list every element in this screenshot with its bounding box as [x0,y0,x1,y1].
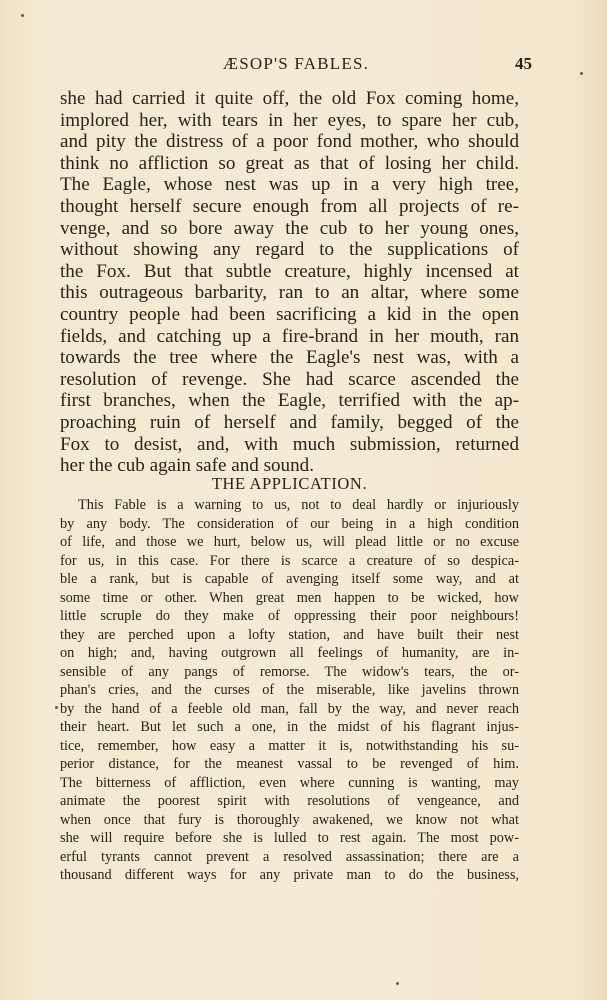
text-line: erful tyrants cannot prevent a resolved assassination; there are a [60,848,519,865]
text-line: phan's cries, and the curses of the miserable, like javelins thrown [60,682,519,698]
text-line: think no affliction so great as that of losing her child. [60,152,519,174]
text-line: perior distance, for the meanest vassal to be revenged of him. [60,756,519,772]
text-line: she had carried it quite off, the old Fox coming home, [60,88,519,109]
ink-speck [580,72,583,75]
text-line: animate the poorest spirit with resolutions of vengeance, and [60,793,519,809]
text-line: she will require before she is lulled to rest again. The most pow- [60,830,519,846]
text-line: and pity the distress of a poor fond mother, who should [60,131,519,153]
text-line: towards the tree where the Eagle's nest was, with a [60,347,519,369]
text-line: The Eagle, whose nest was up in a very high tree, [60,174,519,196]
text-line: implored her, with tears in her eyes, to spare her cub, [60,109,519,131]
text-line: The bitterness of affliction, even where cunning is wanting, may [60,774,519,791]
text-line: by the hand of a feeble old man, fall by the way, and never reach [60,700,519,717]
text-line: this outrageous barbarity, ran to an altar, where some [60,282,519,304]
text-line: This Fable is a warning to us, not to deal hardly or injuriously [78,497,519,513]
text-line: country people had been sacrificing a kid in the open [60,303,519,325]
text-line: they are perched upon a lofty station, and have built their nest [60,626,519,643]
text-line: ble a rank, but is capable of avenging itself some way, and at [60,571,519,587]
text-line: Fox to desist, and, with much submission, returned [60,433,519,455]
text-line: for us, in this case. For there is scarce a creature of so despica- [60,552,519,569]
text-line: sensible of any pangs of remorse. The widow's tears, the or- [60,663,519,680]
text-line: their heart. But let such a one, in the midst of his flagrant injus- [60,719,519,735]
text-line: venge, and so bore away the cub to her young ones, [60,217,519,239]
text-line: her the cub again safe and sound. [60,455,314,477]
page-number: 45 [515,54,532,73]
text-line: when once that fury is thoroughly awakened, we know not what [60,811,519,828]
ink-speck [396,982,399,985]
text-line: without showing any regard to the supplications of [60,239,519,261]
text-line: the Fox. But that subtle creature, highly incensed at [60,260,519,282]
running-title: ÆSOP'S FABLES. [222,54,370,73]
text-line: first branches, when the Eagle, terrified with the ap- [60,390,519,412]
text-line: some time or other. When great men happen to be wicked, how [60,589,519,606]
text-line: resolution of revenge. She had scarce ascended the [60,368,519,390]
application-heading: THE APPLICATION. [211,474,368,493]
text-line: of life, and those we hurt, below us, will plead little or no excuse [60,534,519,550]
application-text [60,496,519,885]
fable-text [60,88,519,477]
ink-speck [55,706,58,709]
text-line: on high; and, having outgrown all feelings of humanity, are in- [60,645,519,661]
text-line: thousand different ways for any private man to do the business, [60,867,519,883]
text-line: fields, and catching up a fire-brand in her mouth, ran [60,325,519,347]
text-line: tice, remember, how easy a matter it is, notwithstanding his su- [60,737,519,754]
text-line: proaching ruin of herself and family, begged of the [60,411,519,433]
page-header [60,54,532,78]
text-line: thought herself secure enough from all projects of re- [60,195,519,217]
text-line: little scruple do they make of oppressing their poor neighbours! [60,608,519,624]
ink-speck [21,14,24,17]
text-line: by any body. The consideration of our being in a high condition [60,515,519,532]
